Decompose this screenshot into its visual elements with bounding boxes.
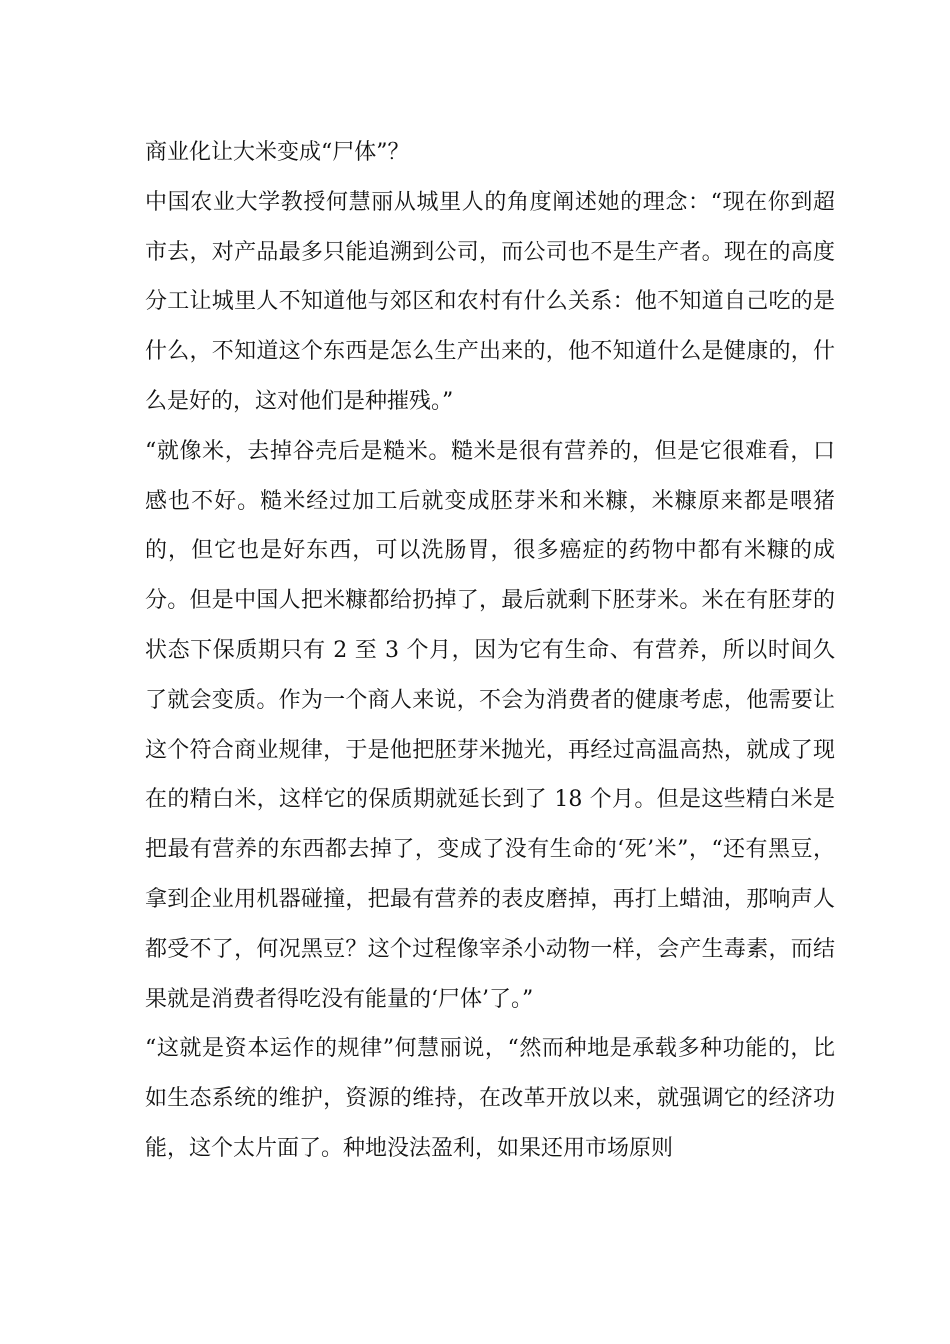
paragraph: “就像米，去掉谷壳后是糙米。糙米是很有营养的，但是它很难看，口感也不好。糙米经过加工后就变成胚芽米和米糠，米糠原来都是喂猪的，但它也是好东西，可以洗肠胃，很多癌症的药物中都有米糠的成分。但是中国人把米糠都给扔掉了，最后就剩下胚芽米。米在有胚芽的状态下保质期只有 2 至 3 个月，因为它有生命、有营养，所以时间久了就会变质。作为一个商人来说，不会为消费者的健康考虑，他需要让这个符合商业规律，于是他把胚芽米抛光，再经过高温高热，就成了现在的精白米，这样它的保质期就延长到了 18 个月。但是这些精白米是把最有营养的东西都去掉了，变成了没有生命的‘死’米”，“还有黑豆，拿到企业用机器碰撞，把最有营养的表皮磨掉，再打上蜡油，那响声人都受不了，何况黑豆？这个过程像宰杀小动物一样，会产生毒素，而结果就是消费者得吃没有能量的‘尸体’了。” bbox=[145, 438, 835, 1012]
paragraph: 中国农业大学教授何慧丽从城里人的角度阐述她的理念：“现在你到超市去，对产品最多只能追溯到公司，而公司也不是生产者。现在的高度分工让城里人不知道他与郊区和农村有什么关系：他不知道自己吃的是什么，不知道这个东西是怎么生产出来的，他不知道什么是健康的，什么是好的，这对他们是种摧残。” bbox=[145, 189, 835, 414]
document-title: 商业化让大米变成“尸体”？ bbox=[145, 140, 410, 165]
paragraph: “这就是资本运作的规律”何慧丽说，“然而种地是承载多种功能的，比如生态系统的维护，资源的维持，在改革开放以来，就强调它的经济功能，这个太片面了。种地没法盈利，如果还用市场原则 bbox=[145, 1036, 835, 1161]
document-body bbox=[145, 128, 835, 1174]
